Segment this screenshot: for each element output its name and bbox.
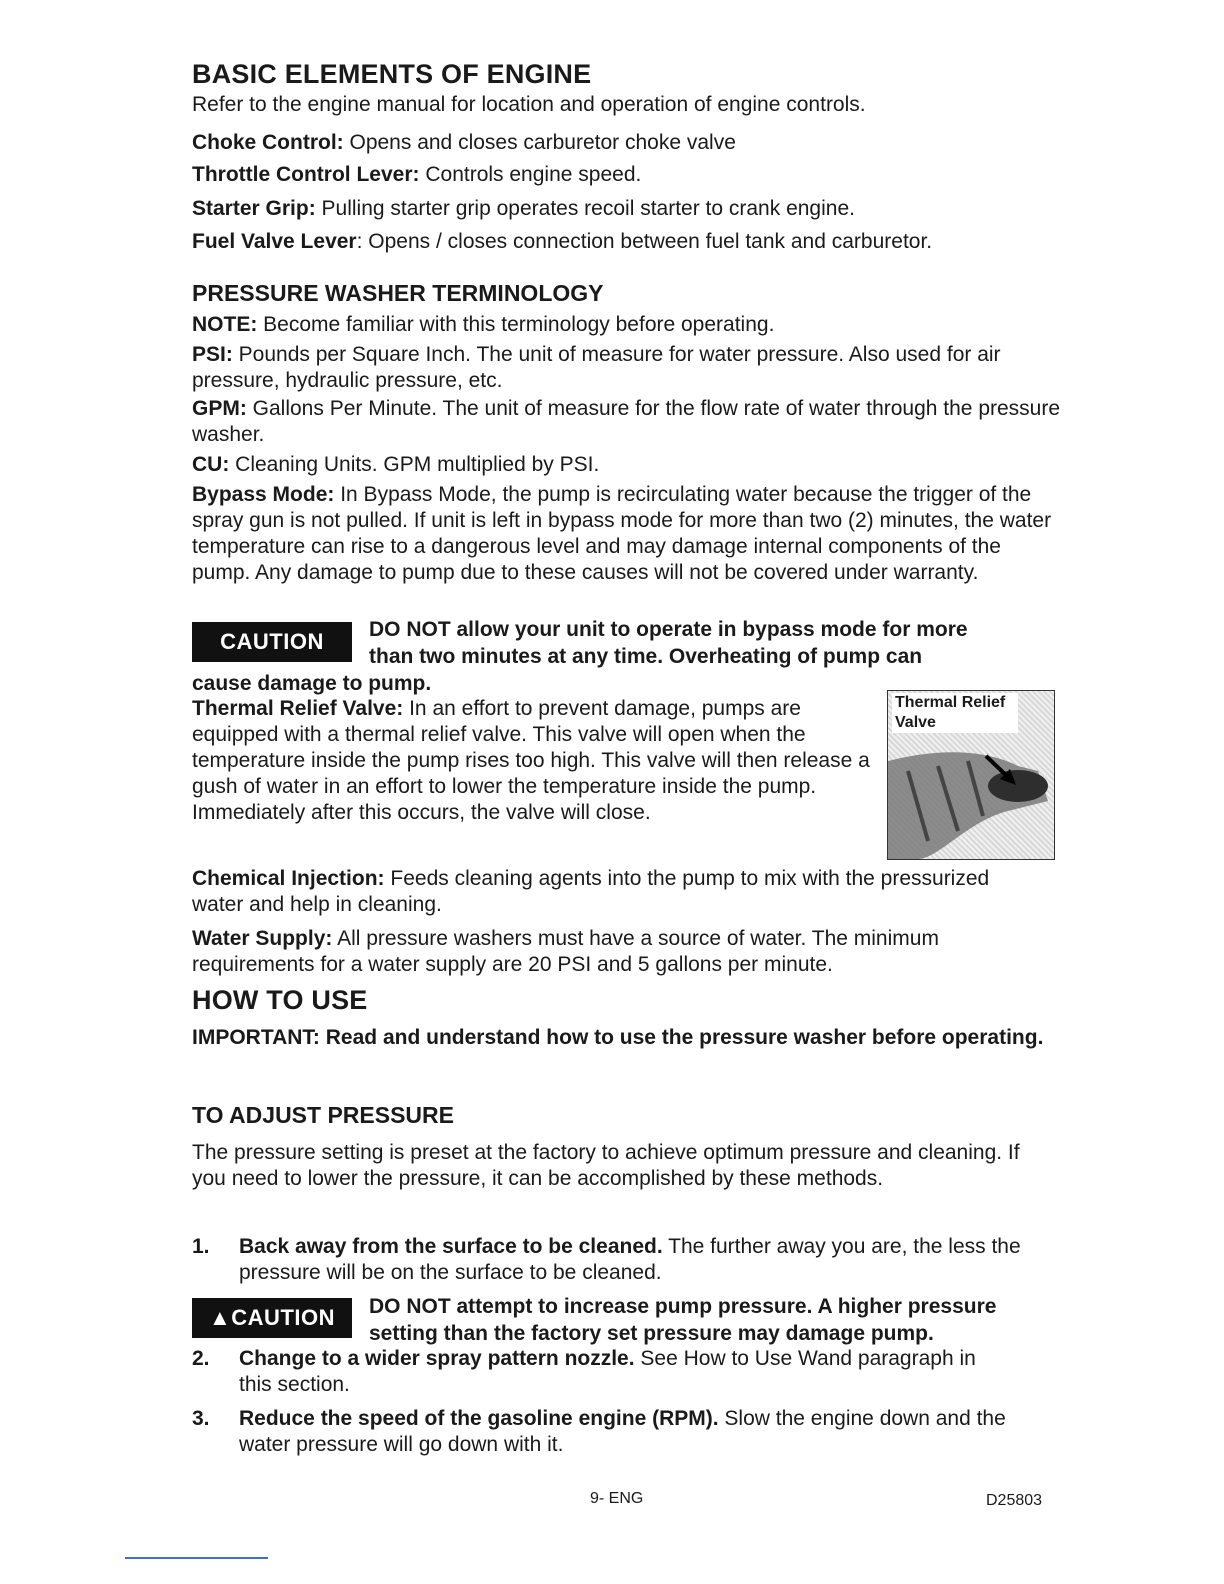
item-throttle-control [192,162,1052,188]
section-title-adjust-pressure: TO ADJUST PRESSURE [192,1102,454,1128]
desc: In Bypass Mode, the pump is recirculating water because the trigger of the spray gun is not pulled. If unit is left in bypass mode for more than two (2) minutes, the water temperature can rise to a dangerous level and may damage internal components of the pump. Any damage to pump due to these causes will not be covered under warranty. [192,483,1052,584]
step-text [239,1234,1052,1286]
adjust-intro: The pressure setting is preset at the factory to achieve optimum pressure and cleaning. If you need to lower the pressure, it can be accomplished by these methods. [192,1141,1020,1190]
term: Chemical Injection: [192,867,385,890]
section-title-terminology: PRESSURE WASHER TERMINOLOGY [192,280,604,306]
step-number: 1. [192,1235,210,1258]
term-note [192,312,1052,338]
scan-edge-line [125,1557,268,1559]
desc: Opens and closes carburetor choke valve [343,131,736,154]
step-bold: Back away from the surface to be cleaned. [239,1235,663,1258]
step-number: 2. [192,1347,210,1370]
step-number: 3. [192,1407,210,1430]
photo-label: Thermal Relief Valve [892,693,1018,733]
step-3 [192,1406,1052,1458]
step-text [239,1406,1052,1458]
caution-line-3: cause damage to pump. [192,672,432,695]
step-bold: Change to a wider spray pattern nozzle. [239,1347,635,1370]
step-desc: See How to Use Wand paragraph in this section. [239,1347,976,1396]
basic-intro: Refer to the engine manual for location and operation of engine controls. [192,93,866,116]
term-thermal-relief-valve [192,696,882,826]
term: Bypass Mode: [192,483,335,506]
thermal-relief-valve-photo [887,690,1055,860]
page-number: 9- ENG [590,1490,644,1507]
caution2-line-2: setting than the factory set pressure may damage pump. [369,1322,934,1345]
term: Thermal Relief Valve: [192,697,404,720]
step-desc: The further away you are, the less the pressure will be on the surface to be cleaned. [239,1235,1021,1284]
term-gpm [192,396,1062,448]
term-chemical-injection [192,866,1042,918]
caution2-line-1: DO NOT attempt to increase pump pressure. A higher pressure [369,1295,997,1318]
desc: : Opens / closes connection between fuel tank and carburetor. [356,230,933,253]
item-fuel-valve-lever [192,229,1052,255]
desc: All pressure washers must have a source of water. The minimum requirements for a water supply are 20 PSI and 5 gallons per minute. [192,927,939,976]
step-bold: Reduce the speed of the gasoline engine (RPM). [239,1407,719,1430]
section-title-how-to-use: HOW TO USE [192,985,368,1015]
desc: Pulling starter grip operates recoil starter to crank engine. [315,197,855,220]
term-psi [192,342,1032,394]
term: Water Supply: [192,927,333,950]
section-title-basic-elements: BASIC ELEMENTS OF ENGINE [192,59,592,89]
item-choke-control [192,130,1052,156]
step-1 [192,1234,1052,1286]
caution-line-2: than two minutes at any time. Overheating of pump can [369,645,923,668]
desc: Pounds per Square Inch. The unit of measure for water pressure. Also used for air pressure, hydraulic pressure, etc. [192,343,1001,392]
desc: In an effort to prevent damage, pumps are equipped with a thermal relief valve. This valve will open when the temperature inside the pump rises too high. This valve will then release a gush of water in an effort to lower the temperature inside the pump. Immediately after this occurs, the valve will close. [192,697,870,824]
term-bypass-mode [192,482,1052,586]
desc: Become familiar with this terminology before operating. [257,313,775,336]
term: GPM: [192,397,247,420]
term: Throttle Control Lever: [192,163,420,186]
desc: Feeds cleaning agents into the pump to mix with the pressurized water and help in cleaning. [192,867,990,916]
term: CU: [192,453,230,476]
document-code: D25803 [986,1492,1043,1509]
desc: Controls engine speed. [419,163,642,186]
term: Fuel Valve Lever [192,230,357,253]
caution-badge-warning: ▲CAUTION [192,1298,352,1338]
step-2 [192,1346,1012,1398]
step-text [239,1346,1012,1398]
term: Choke Control: [192,131,344,154]
caution-badge: CAUTION [192,622,352,662]
desc: Gallons Per Minute. The unit of measure for the flow rate of water through the pressure washer. [192,397,1061,446]
step-desc: Slow the engine down and the water pressure will go down with it. [239,1407,1006,1456]
term: PSI: [192,343,233,366]
caution-line-1: DO NOT allow your unit to operate in bypass mode for more [369,618,968,641]
term-cu [192,452,1052,478]
term: NOTE: [192,313,258,336]
term-water-supply [192,926,1052,978]
item-starter-grip [192,196,1052,222]
important-note: IMPORTANT: Read and understand how to use the pressure washer before operating. [192,1026,1044,1049]
term: Starter Grip: [192,197,316,220]
desc: Cleaning Units. GPM multiplied by PSI. [229,453,600,476]
